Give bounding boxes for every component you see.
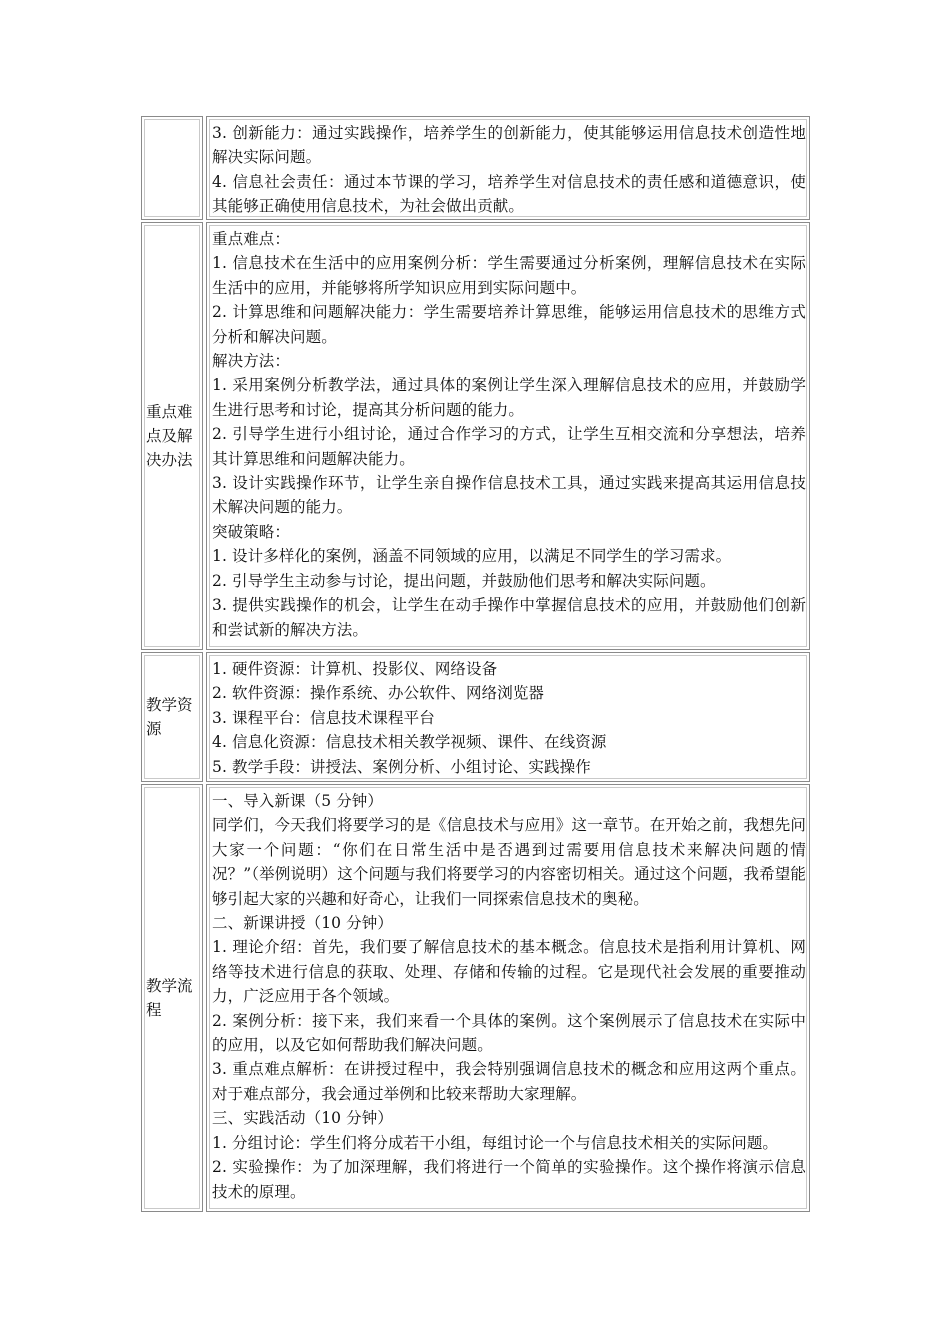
content-line: 4. 信息社会责任：通过本节课的学习，培养学生对信息技术的责任感和道德意识，使其能够正确使用信息技术，为社会做出贡献。 — [212, 172, 806, 216]
content-line: 二、新课讲授（10 分钟） — [212, 914, 393, 933]
row-label — [141, 116, 203, 220]
content-line: 突破策略： — [212, 522, 291, 541]
content-line: 3. 重点难点解析：在讲授过程中，我会特别强调信息技术的概念和应用这两个重点。对于难点部分，我会通过举例和比较来帮助大家理解。 — [212, 1060, 806, 1103]
row-label: 教学资源 — [141, 652, 203, 782]
content-line: 2. 软件资源：操作系统、办公软件、网络浏览器 — [212, 684, 545, 703]
content-line: 1. 分组讨论：学生们将分成若干小组，每组讨论一个与信息技术相关的实际问题。 — [212, 1133, 779, 1152]
content-line: 解决方法： — [212, 352, 291, 371]
content-line: 2. 实验操作：为了加深理解，我们将进行一个简单的实验操作。这个操作将演示信息技术的原理。 — [212, 1158, 806, 1201]
content-line: 同学们，今天我们将要学习的是《信息技术与应用》这一章节。在开始之前，我想先问大家一个问题：“你们在日常生活中是否遇到过需要用信息技术来解决问题的情况？”（举例说明）这个问题与我们将要学习的内容密切相关。通过这个问题，我希望能够引起大家的兴趣和好奇心，让我们一同探索信息技术的奥秘。 — [212, 816, 806, 908]
content-line: 1. 采用案例分析教学法，通过具体的案例让学生深入理解信息技术的应用，并鼓励学生进行思考和讨论，提高其分析问题的能力。 — [212, 376, 806, 419]
content-line: 1. 理论介绍：首先，我们要了解信息技术的基本概念。信息技术是指利用计算机、网络等技术进行信息的获取、处理、存储和传输的过程。它是现代社会发展的重要推动力，广泛应用于各个领域。 — [212, 938, 806, 1006]
content-line: 4. 信息化资源：信息技术相关教学视频、课件、在线资源 — [212, 733, 607, 752]
row-label: 重点难点及解决办法 — [141, 222, 203, 650]
content-line: 2. 案例分析：接下来，我们来看一个具体的案例。这个案例展示了信息技术在实际中的应用，以及它如何帮助我们解决问题。 — [212, 1011, 806, 1055]
content-line: 3. 创新能力：通过实践操作，培养学生的创新能力，使其能够运用信息技术创造性地解决实际问题。 — [212, 124, 806, 167]
content-line: 1. 硬件资源：计算机、投影仪、网络设备 — [212, 660, 498, 678]
content-line: 2. 引导学生进行小组讨论，通过合作学习的方式，让学生互相交流和分享想法，培养其计算思维和问题解决能力。 — [212, 425, 806, 468]
table-row-objectives — [141, 116, 810, 220]
content-line: 2. 引导学生主动参与讨论，提出问题，并鼓励他们思考和解决实际问题。 — [212, 571, 716, 590]
table-row-process — [141, 784, 810, 1212]
content-line: 5. 教学手段：讲授法、案例分析、小组讨论、实践操作 — [212, 757, 591, 776]
content-line: 1. 信息技术在生活中的应用案例分析：学生需要通过分析案例，理解信息技术在实际生活中的应用，并能够将所学知识应用到实际问题中。 — [212, 254, 806, 297]
content-line: 1. 设计多样化的案例，涵盖不同领域的应用，以满足不同学生的学习需求。 — [212, 547, 732, 566]
content-line: 3. 提供实践操作的机会，让学生在动手操作中掌握信息技术的应用，并鼓励他们创新和尝试新的解决方法。 — [212, 596, 806, 639]
table-row-key-difficulties — [141, 222, 810, 650]
row-content — [206, 784, 810, 1212]
row-content — [206, 652, 810, 782]
content-line: 一、导入新课（5 分钟） — [212, 792, 383, 810]
row-label: 教学流程 — [141, 784, 203, 1212]
content-line: 三、实践活动（10 分钟） — [212, 1109, 393, 1128]
content-line: 重点难点： — [212, 230, 291, 248]
row-content — [206, 222, 810, 650]
content-line: 3. 课程平台：信息技术课程平台 — [212, 708, 435, 727]
row-content — [206, 116, 810, 220]
content-line: 2. 计算思维和问题解决能力：学生需要培养计算思维，能够运用信息技术的思维方式分析和解决问题。 — [212, 303, 806, 346]
content-line: 3. 设计实践操作环节，让学生亲自操作信息技术工具，通过实践来提高其运用信息技术解决问题的能力。 — [212, 474, 806, 517]
table-row-resources — [141, 652, 810, 782]
